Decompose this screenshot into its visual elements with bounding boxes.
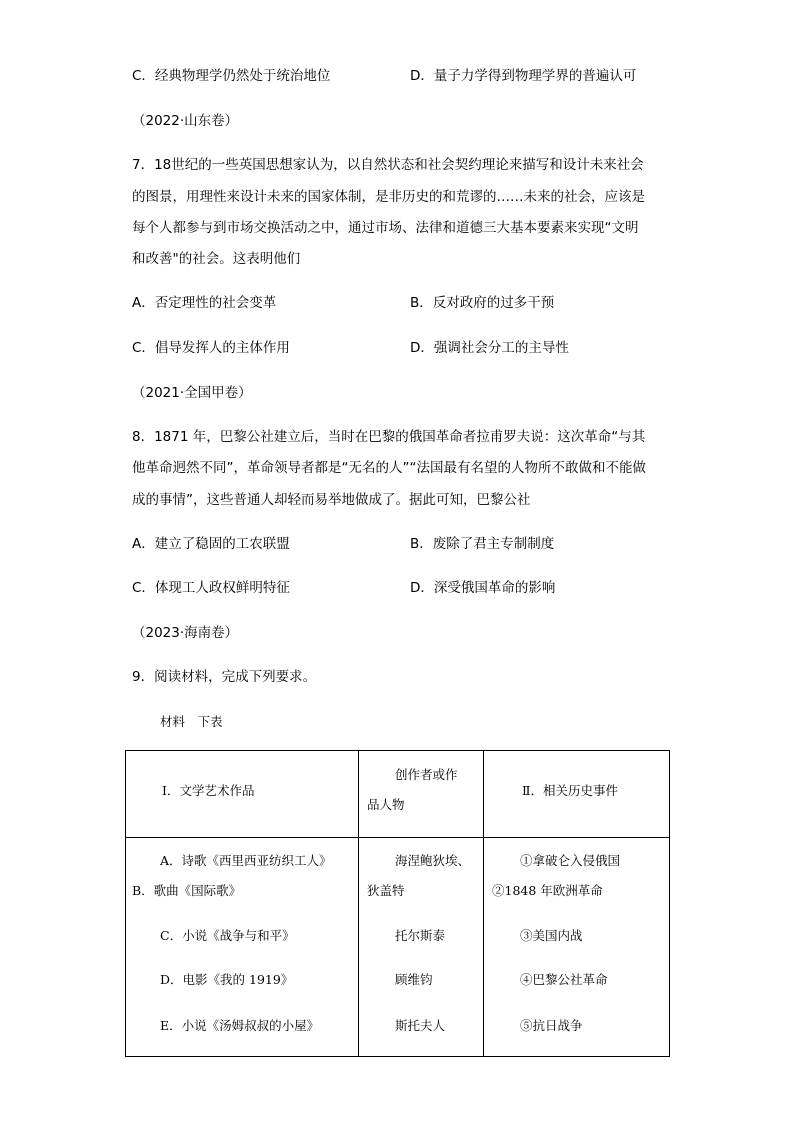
work-a: A．诗歌《西里西亚纺织工人》 <box>160 853 332 868</box>
q8-stem-line-3: 成的事情”，这些普通人却轻而易举地做成了。据此可知，巴黎公社 <box>132 492 531 508</box>
q9-source: （2023·海南卷） <box>132 625 239 641</box>
q8-option-b: B．废除了君主专制制度 <box>410 536 555 552</box>
q7-stem-line-4: 和改善"的社会。这表明他们 <box>132 251 301 267</box>
header-cell-events <box>484 751 670 838</box>
creator-c: 托尔斯泰 <box>395 928 446 943</box>
event-2: ②1848 年欧洲革命 <box>492 883 603 898</box>
work-d: D．电影《我的 1919》 <box>160 972 294 987</box>
creator-a-b-line-1: 海涅鲍狄埃、 <box>395 853 471 868</box>
creator-a-b-line-2: 狄盖特 <box>367 883 405 898</box>
q8-stem-line-1: 8．1871 年，巴黎公社建立后，当时在巴黎的俄国革命者拉甫罗夫说：这次革命“与其 <box>132 429 646 445</box>
event-4: ④巴黎公社革命 <box>520 972 608 987</box>
q7-stem-line-3: 每个人都参与到市场交换活动之中，通过市场、法律和道德三大基本要素来实现“文明 <box>132 220 639 236</box>
header-works: Ⅰ．文学艺术作品 <box>162 783 255 798</box>
q7-option-a: A．否定理性的社会变革 <box>132 295 277 311</box>
q8-source: （2021·全国甲卷） <box>132 385 252 401</box>
q8-option-c: C．体现工人政权鲜明特征 <box>132 580 290 596</box>
body-cell-events <box>484 838 670 1057</box>
q7-source: （2022·山东卷） <box>132 113 239 129</box>
q7-stem-line-2: 的图景，用理性来设计未来的国家体制，是非历史的和荒谬的……未来的社会，应该是 <box>132 189 645 205</box>
work-c: C．小说《战争与和平》 <box>160 928 295 943</box>
header-cell-works <box>126 751 359 838</box>
q7-option-b: B．反对政府的过多干预 <box>410 295 555 311</box>
q8-option-a: A．建立了稳固的工农联盟 <box>132 536 290 552</box>
header-creators-line-1: 创作者或作 <box>395 767 458 782</box>
q8-option-d: D．深受俄国革命的影响 <box>410 580 556 596</box>
body-cell-creators <box>359 838 484 1057</box>
q7-stem-line-1: 7．18世纪的一些英国思想家认为，以自然状态和社会契约理论来描写和设计未来社会 <box>132 157 644 173</box>
header-creators-line-2: 品人物 <box>367 797 405 812</box>
work-b: B．歌曲《国际歌》 <box>132 883 242 898</box>
material-table <box>125 750 670 1057</box>
q6-option-c: C．经典物理学仍然处于统治地位 <box>132 68 331 84</box>
q7-option-d: D．强调社会分工的主导性 <box>410 340 569 356</box>
event-5: ⑤抗日战争 <box>520 1018 583 1033</box>
q7-option-c: C．倡导发挥人的主体作用 <box>132 340 290 356</box>
q9-stem: 9．阅读材料，完成下列要求。 <box>132 669 317 685</box>
header-events: Ⅱ．相关历史事件 <box>522 783 618 798</box>
table-body-row <box>126 838 670 1057</box>
creator-d: 顾维钧 <box>395 972 433 987</box>
table-header-row <box>126 751 670 838</box>
q6-option-d: D．量子力学得到物理学界的普遍认可 <box>410 68 637 84</box>
body-cell-works <box>126 838 359 1057</box>
material-label: 材料 下表 <box>160 714 223 729</box>
event-3: ③美国内战 <box>520 928 583 943</box>
q8-stem-line-2: 他革命迥然不同”，革命领导者都是“无名的人”“法国最有名望的人物所不敢做和不能做 <box>132 460 646 476</box>
creator-e: 斯托夫人 <box>395 1018 446 1033</box>
event-1: ①拿破仑入侵俄国 <box>520 853 621 868</box>
work-e: E．小说《汤姆叔叔的小屋》 <box>160 1018 320 1033</box>
header-cell-creators <box>359 751 484 838</box>
